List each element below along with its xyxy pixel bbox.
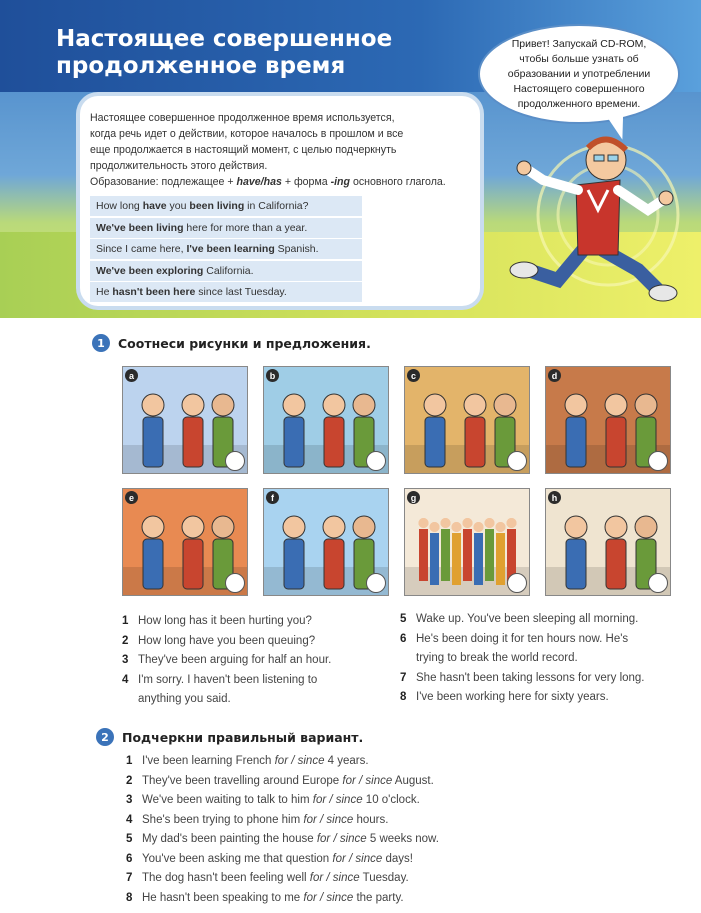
sentence-number: 1 (122, 615, 129, 627)
sentence-line (400, 669, 645, 689)
example-text: in California? (244, 200, 309, 212)
rule-line: Настоящее совершенное продолженное время используется, (90, 112, 395, 124)
example-text: since last Tuesday. (195, 286, 287, 298)
for-since-choice[interactable]: for / since (342, 774, 393, 787)
item-pre: She's been trying to phone him (142, 813, 304, 826)
picture-letter: a (125, 369, 138, 382)
picture-letter: e (125, 491, 138, 504)
exercise2-item (126, 811, 439, 831)
item-post: 5 weeks now. (366, 833, 439, 845)
example-bold: We've been exploring (96, 264, 204, 277)
grammar-rule-text (90, 110, 470, 190)
item-post: days! (382, 852, 413, 865)
item-number: 8 (126, 891, 133, 904)
example-text: you (166, 200, 190, 212)
page-title-line1: Настоящее совершенное (56, 26, 393, 52)
item-text (142, 830, 439, 850)
example-sentence (90, 282, 362, 302)
exercise1-number: 1 (92, 334, 110, 352)
sentence-line (400, 630, 645, 650)
exercise2-number: 2 (96, 728, 114, 746)
item-number: 5 (126, 833, 133, 845)
sentence-text: How long has it been hurting you? (138, 615, 312, 627)
item-post: August. (392, 774, 434, 787)
picture-letter: b (266, 369, 279, 382)
item-text (142, 772, 434, 792)
item-number: 6 (126, 852, 133, 865)
picture-h (545, 488, 671, 596)
item-pre: We've been waiting to talk to him (142, 794, 313, 806)
sentence-line (122, 612, 331, 632)
sentence-text: She hasn't been taking lessons for very long. (416, 671, 645, 684)
example-sentence (90, 196, 362, 216)
for-since-choice[interactable]: for / since (303, 891, 354, 904)
sentence-number: 7 (400, 671, 407, 684)
answer-circle[interactable] (507, 451, 527, 471)
picture-e (122, 488, 248, 596)
for-since-choice[interactable]: for / since (316, 833, 367, 845)
sentence-number: 2 (122, 634, 129, 647)
sentence-number: 5 (400, 613, 407, 625)
picture-b (263, 366, 389, 474)
exercise2-item (126, 752, 439, 772)
sentence-line (400, 649, 645, 669)
example-text: He (96, 286, 113, 298)
sentence-line (400, 610, 645, 630)
for-since-choice[interactable]: for / since (303, 813, 354, 826)
exercise2-item (126, 889, 439, 909)
item-text (142, 791, 420, 811)
for-since-choice[interactable]: for / since (274, 755, 325, 767)
picture-d (545, 366, 671, 474)
item-text (142, 752, 369, 772)
picture-c (404, 366, 530, 474)
answer-circle[interactable] (366, 451, 386, 471)
speech-bubble-text: Привет! Запускай CD-ROM, чтобы больше узнать об образовании и употреблении Настоящего совершенного продолженного времени. (507, 37, 651, 110)
exercise2-item (126, 830, 439, 850)
item-number: 2 (126, 774, 133, 787)
for-since-choice[interactable]: for / since (312, 794, 363, 806)
sentence-text: trying to break the world record. (416, 652, 578, 664)
formation-ing: -ing (330, 176, 350, 188)
sentence-text: They've been arguing for half an hour. (138, 654, 332, 666)
item-pre: You've been asking me that question (142, 852, 333, 865)
running-man-illustration (488, 130, 688, 310)
picture-letter: g (407, 491, 420, 504)
answer-circle[interactable] (648, 451, 668, 471)
example-text: Since I came here, (96, 243, 187, 255)
exercise1-sentences-left (122, 612, 331, 710)
exercise2-heading-text: Подчеркни правильный вариант. (122, 729, 364, 745)
example-text: How long (96, 200, 143, 212)
example-sentence (90, 261, 362, 281)
rule-line: продолжительность этого действия. (90, 160, 268, 172)
item-pre: He hasn't been speaking to me (142, 891, 304, 904)
answer-circle[interactable] (366, 573, 386, 593)
formation-line (90, 174, 470, 190)
picture-a (122, 366, 248, 474)
page-title (56, 26, 392, 80)
example-sentence (90, 218, 362, 238)
sentence-text: Wake up. You've been sleeping all morning. (416, 613, 639, 625)
sentence-text: I'm sorry. I haven't been listening to (138, 673, 318, 686)
answer-circle[interactable] (507, 573, 527, 593)
answer-circle[interactable] (225, 573, 245, 593)
item-pre: They've been travelling around Europe (142, 774, 343, 787)
sentence-number: 8 (400, 691, 407, 703)
formation-aux: have/has (236, 176, 282, 188)
answer-circle[interactable] (648, 573, 668, 593)
item-post: hours. (353, 813, 389, 826)
example-text: here for more than a year. (183, 221, 308, 234)
item-pre: I've been learning French (142, 755, 275, 767)
rule-line: еще продолжается в настоящий момент, с целью подчеркнуть (90, 144, 397, 156)
item-text (142, 850, 413, 870)
example-sentences (90, 196, 470, 302)
item-post: Tuesday. (359, 872, 409, 884)
example-bold: We've been living (96, 221, 184, 234)
sentence-number: 6 (400, 632, 407, 645)
sentence-line (122, 690, 331, 710)
exercise2-heading (96, 728, 363, 746)
exercise2-item (126, 850, 439, 870)
example-bold: have (142, 200, 167, 212)
exercise2-item (126, 869, 439, 889)
picture-g (404, 488, 530, 596)
item-number: 4 (126, 813, 133, 826)
item-pre: My dad's been painting the house (142, 833, 317, 845)
picture-letter: d (548, 369, 561, 382)
example-bold: I've been learning (186, 243, 275, 255)
rule-line: когда речь идет о действии, которое началось в прошлом и все (90, 128, 404, 140)
sentence-text: I've been working here for sixty years. (416, 691, 609, 703)
example-text: Spanish. (274, 243, 319, 255)
picture-letter: c (407, 369, 420, 382)
picture-letter: f (266, 491, 279, 504)
sentence-line (122, 671, 331, 691)
item-post: 10 o'clock. (362, 794, 420, 806)
item-text (142, 869, 409, 889)
exercise1-heading-text: Соотнеси рисунки и предложения. (118, 335, 371, 351)
item-number: 1 (126, 755, 133, 767)
formation-mid: + форма (281, 176, 331, 188)
answer-circle[interactable] (225, 451, 245, 471)
for-since-choice[interactable]: for / since (309, 872, 360, 884)
speech-bubble (478, 24, 680, 124)
exercise2-item (126, 772, 439, 792)
exercise1-heading (92, 334, 371, 352)
item-post: the party. (353, 891, 404, 904)
sentence-text: He's been doing it for ten hours now. He's (416, 632, 629, 645)
item-text (142, 889, 404, 909)
picture-f (263, 488, 389, 596)
sentence-line (400, 688, 645, 708)
exercise2-item (126, 791, 439, 811)
example-bold: hasn't been here (112, 286, 196, 298)
exercise2-items (126, 752, 439, 908)
example-text: California. (203, 264, 254, 277)
item-number: 7 (126, 872, 133, 884)
sentence-line (122, 632, 331, 652)
formation-suffix: основного глагола. (350, 176, 446, 188)
picture-letter: h (548, 491, 561, 504)
item-post: 4 years. (324, 755, 369, 767)
sentence-line (122, 651, 331, 671)
exercise1-sentences-right (400, 610, 645, 708)
grammar-rule-box (80, 96, 480, 306)
example-bold: been living (189, 200, 245, 212)
formation-prefix: Образование: подлежащее + (90, 176, 237, 188)
item-pre: The dog hasn't been feeling well (142, 872, 310, 884)
sentence-number: 4 (122, 673, 129, 686)
item-number: 3 (126, 794, 133, 806)
sentence-number: 3 (122, 654, 129, 666)
sentence-text: How long have you been queuing? (138, 634, 316, 647)
for-since-choice[interactable]: for / since (332, 852, 383, 865)
sentence-text: anything you said. (138, 693, 231, 705)
item-text (142, 811, 388, 831)
page-title-line2: продолженное время (56, 53, 346, 79)
example-sentence (90, 239, 362, 259)
